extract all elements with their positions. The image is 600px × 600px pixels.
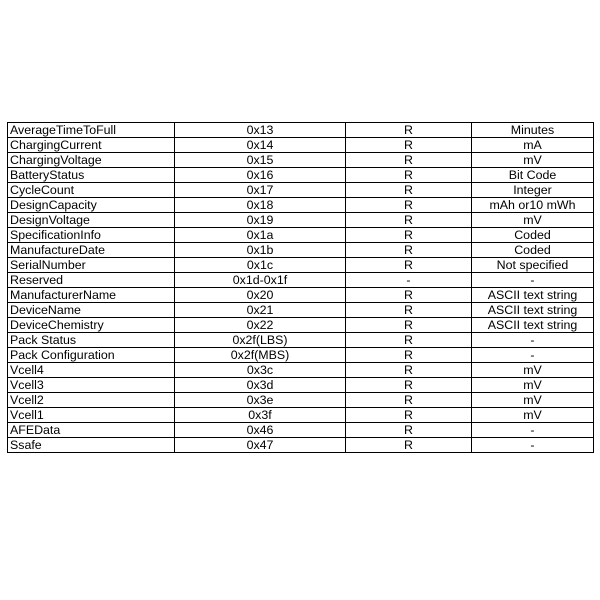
register-address-cell: 0x19 bbox=[175, 213, 346, 228]
table-row bbox=[8, 423, 594, 438]
table-row bbox=[8, 318, 594, 333]
register-address-cell: 0x46 bbox=[175, 423, 346, 438]
register-access-cell: R bbox=[346, 258, 472, 273]
register-unit-cell: - bbox=[472, 273, 594, 288]
register-name-cell: SpecificationInfo bbox=[8, 228, 175, 243]
table-row bbox=[8, 213, 594, 228]
register-unit-cell: mV bbox=[472, 393, 594, 408]
register-address-cell: 0x2f(MBS) bbox=[175, 348, 346, 363]
register-address-cell: 0x1b bbox=[175, 243, 346, 258]
register-access-cell: R bbox=[346, 228, 472, 243]
register-address-cell: 0x3e bbox=[175, 393, 346, 408]
register-access-cell: R bbox=[346, 408, 472, 423]
register-access-cell: R bbox=[346, 303, 472, 318]
register-unit-cell: mV bbox=[472, 408, 594, 423]
register-name-cell: Pack Status bbox=[8, 333, 175, 348]
register-address-cell: 0x14 bbox=[175, 138, 346, 153]
register-unit-cell: - bbox=[472, 438, 594, 453]
register-access-cell: R bbox=[346, 288, 472, 303]
register-name-cell: Vcell1 bbox=[8, 408, 175, 423]
register-access-cell: R bbox=[346, 423, 472, 438]
register-name-cell: Pack Configuration bbox=[8, 348, 175, 363]
register-name-cell: ManufactureDate bbox=[8, 243, 175, 258]
register-name-cell: Reserved bbox=[8, 273, 175, 288]
register-unit-cell: Coded bbox=[472, 228, 594, 243]
register-unit-cell: Integer bbox=[472, 183, 594, 198]
register-access-cell: R bbox=[346, 198, 472, 213]
register-access-cell: R bbox=[346, 168, 472, 183]
register-address-cell: 0x1d-0x1f bbox=[175, 273, 346, 288]
register-unit-cell: mAh or10 mWh bbox=[472, 198, 594, 213]
table-row bbox=[8, 393, 594, 408]
register-unit-cell: Minutes bbox=[472, 123, 594, 138]
register-address-cell: 0x16 bbox=[175, 168, 346, 183]
register-name-cell: Vcell3 bbox=[8, 378, 175, 393]
register-access-cell: R bbox=[346, 393, 472, 408]
register-access-cell: R bbox=[346, 438, 472, 453]
register-address-cell: 0x18 bbox=[175, 198, 346, 213]
register-unit-cell: ASCII text string bbox=[472, 288, 594, 303]
register-unit-cell: - bbox=[472, 333, 594, 348]
table-row bbox=[8, 168, 594, 183]
table-row bbox=[8, 138, 594, 153]
register-access-cell: - bbox=[346, 273, 472, 288]
table-row bbox=[8, 378, 594, 393]
table-row bbox=[8, 273, 594, 288]
register-access-cell: R bbox=[346, 138, 472, 153]
register-unit-cell: mA bbox=[472, 138, 594, 153]
register-address-cell: 0x47 bbox=[175, 438, 346, 453]
register-unit-cell: Coded bbox=[472, 243, 594, 258]
register-name-cell: AFEData bbox=[8, 423, 175, 438]
table-row bbox=[8, 243, 594, 258]
table-row bbox=[8, 348, 594, 363]
register-unit-cell: Not specified bbox=[472, 258, 594, 273]
table-row bbox=[8, 333, 594, 348]
register-name-cell: BatteryStatus bbox=[8, 168, 175, 183]
register-name-cell: DesignCapacity bbox=[8, 198, 175, 213]
register-access-cell: R bbox=[346, 213, 472, 228]
register-name-cell: ChargingCurrent bbox=[8, 138, 175, 153]
register-access-cell: R bbox=[346, 243, 472, 258]
register-name-cell: Ssafe bbox=[8, 438, 175, 453]
register-name-cell: AverageTimeToFull bbox=[8, 123, 175, 138]
table-row bbox=[8, 258, 594, 273]
register-unit-cell: mV bbox=[472, 378, 594, 393]
table-row bbox=[8, 303, 594, 318]
table-row bbox=[8, 183, 594, 198]
table-row bbox=[8, 288, 594, 303]
register-address-cell: 0x3c bbox=[175, 363, 346, 378]
register-name-cell: DeviceChemistry bbox=[8, 318, 175, 333]
register-address-cell: 0x2f(LBS) bbox=[175, 333, 346, 348]
table-row bbox=[8, 438, 594, 453]
register-unit-cell: mV bbox=[472, 213, 594, 228]
register-name-cell: Vcell2 bbox=[8, 393, 175, 408]
register-table bbox=[7, 122, 594, 453]
register-address-cell: 0x1c bbox=[175, 258, 346, 273]
table-row bbox=[8, 153, 594, 168]
register-unit-cell: ASCII text string bbox=[472, 318, 594, 333]
register-name-cell: SerialNumber bbox=[8, 258, 175, 273]
register-name-cell: Vcell4 bbox=[8, 363, 175, 378]
register-address-cell: 0x13 bbox=[175, 123, 346, 138]
table-row bbox=[8, 123, 594, 138]
register-access-cell: R bbox=[346, 153, 472, 168]
register-access-cell: R bbox=[346, 378, 472, 393]
register-address-cell: 0x1a bbox=[175, 228, 346, 243]
register-unit-cell: ASCII text string bbox=[472, 303, 594, 318]
register-name-cell: ManufacturerName bbox=[8, 288, 175, 303]
register-address-cell: 0x15 bbox=[175, 153, 346, 168]
register-unit-cell: - bbox=[472, 348, 594, 363]
table-row bbox=[8, 198, 594, 213]
register-access-cell: R bbox=[346, 363, 472, 378]
table-row bbox=[8, 408, 594, 423]
register-address-cell: 0x22 bbox=[175, 318, 346, 333]
register-unit-cell: - bbox=[472, 423, 594, 438]
table-row bbox=[8, 363, 594, 378]
register-access-cell: R bbox=[346, 123, 472, 138]
register-unit-cell: Bit Code bbox=[472, 168, 594, 183]
register-unit-cell: mV bbox=[472, 153, 594, 168]
register-access-cell: R bbox=[346, 333, 472, 348]
register-address-cell: 0x20 bbox=[175, 288, 346, 303]
register-name-cell: DeviceName bbox=[8, 303, 175, 318]
register-address-cell: 0x17 bbox=[175, 183, 346, 198]
register-address-cell: 0x3f bbox=[175, 408, 346, 423]
register-name-cell: ChargingVoltage bbox=[8, 153, 175, 168]
register-access-cell: R bbox=[346, 183, 472, 198]
register-address-cell: 0x21 bbox=[175, 303, 346, 318]
register-access-cell: R bbox=[346, 318, 472, 333]
register-access-cell: R bbox=[346, 348, 472, 363]
register-table-body bbox=[8, 123, 594, 453]
register-unit-cell: mV bbox=[472, 363, 594, 378]
register-address-cell: 0x3d bbox=[175, 378, 346, 393]
table-row bbox=[8, 228, 594, 243]
register-name-cell: CycleCount bbox=[8, 183, 175, 198]
register-name-cell: DesignVoltage bbox=[8, 213, 175, 228]
